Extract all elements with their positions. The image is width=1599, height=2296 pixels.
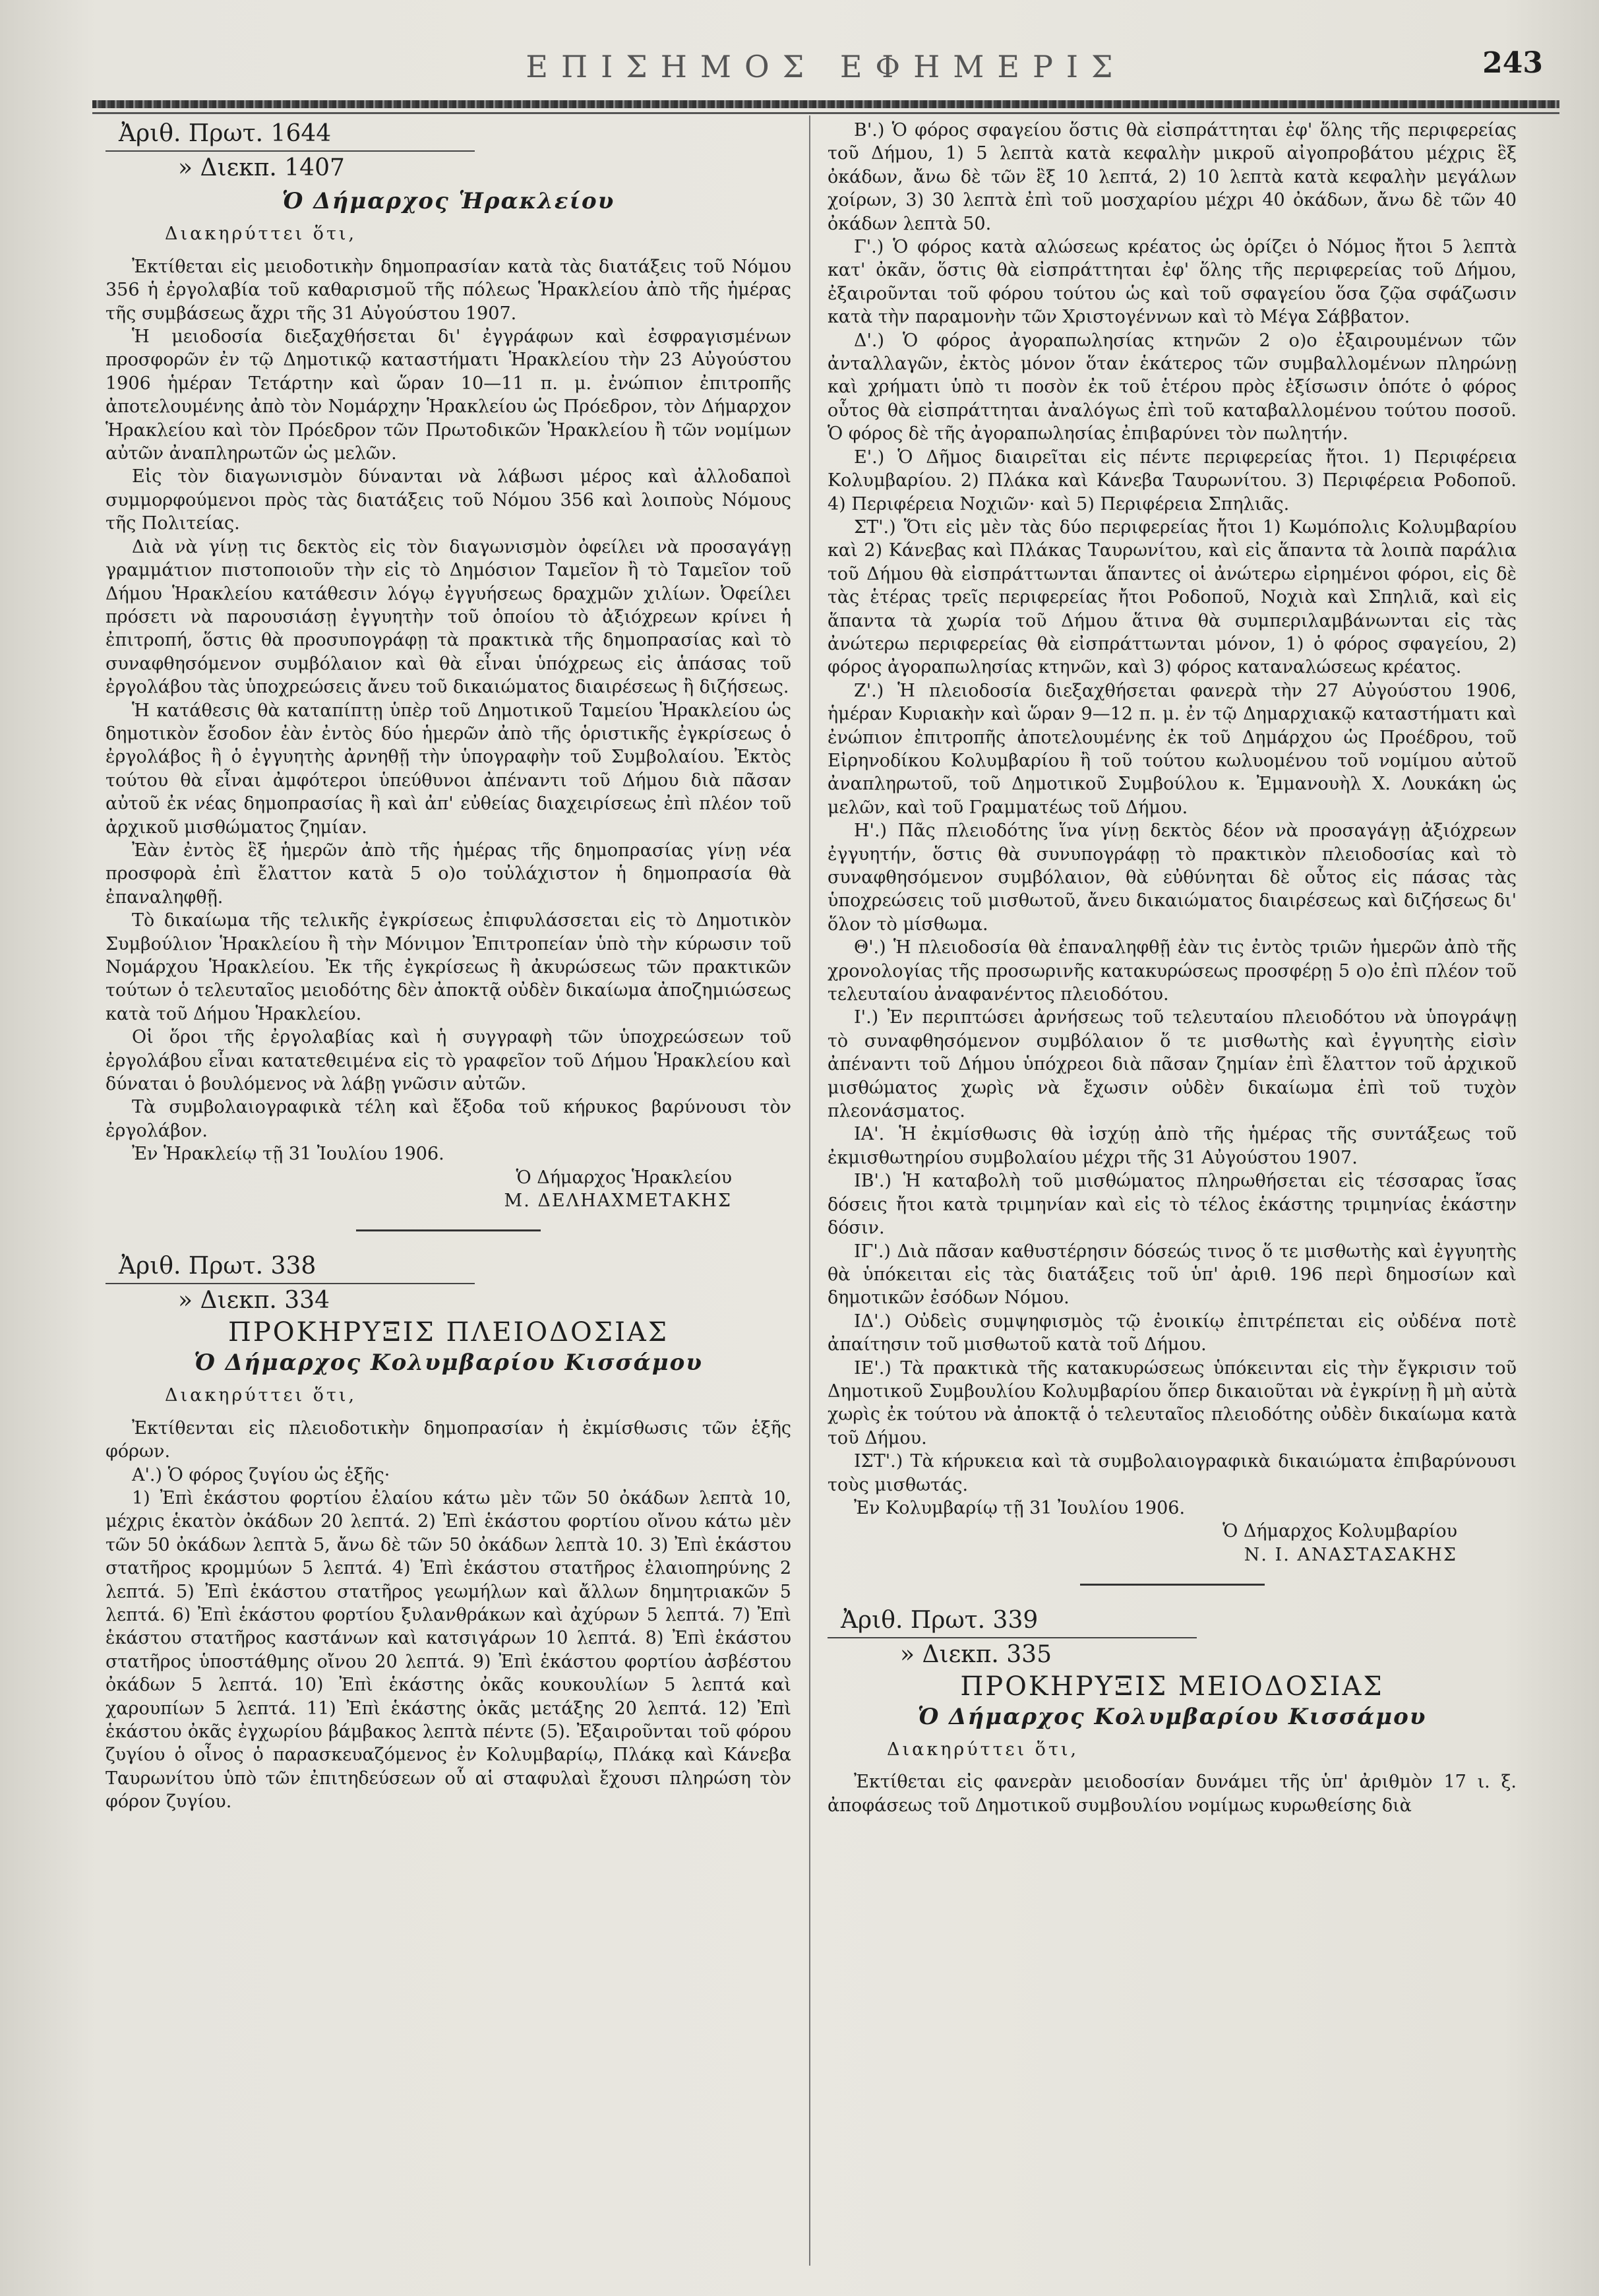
paragraph: Ε'.) Ὁ Δῆμος διαιρεῖται εἰς πέντε περιφερείας ἤτοι. 1) Περιφέρεια Κολυμβαρίου. 2) Πλάκα καὶ Κάνεβα Ταυρωνίτου. 3) Περιφέρεια Ροδοποῦ. 4) Περιφέρεια Νοχιῶν· καὶ 5) Περιφέρεια Σπηλιᾶς.: [828, 447, 1517, 514]
signatory-name: Μ. ΔΕΛΗΑΧΜΕΤΑΚΗΣ: [504, 1191, 732, 1212]
paragraph: ΣΤ'.) Ὅτι εἰς μὲν τὰς δύο περιφερείας ἤτοι 1) Κωμόπολις Κολυμβαρίου καὶ 2) Κάνεβας καὶ Πλάκας Ταυρωνίτου, καὶ εἰς ἅπαντα τὰ λοιπὰ παράλια τοῦ Δήμου θὰ εἰσπράττωνται ἅπαντες οἱ ἀνώτερω εἰρημένοι φόροι, εἰς δὲ τὰς ἑτέρας τρεῖς περιφερείας ἤτοι Ροδοποῦ, Νοχιὰ καὶ Σπηλιᾶ, καὶ εἰς ἅπαντα τὰ χωρία τοῦ Δήμου ἅτινα θὰ συμπεριλαμβάνωνται εἰς τὰς ἀνώτερω περιφερείας θὰ εἰσπράττωνται μόνον, 1) ὁ φόρος σφαγείου, 2) φόρος ἀγοραπωλησίας κτηνῶν, καὶ 3) φόρος καταναλώσεως κρέατος.: [828, 516, 1517, 678]
notice-heading: Ὁ Δήμαρχος Κολυμβαρίου Κισσάμου: [917, 1703, 1427, 1730]
masthead-rule: [92, 112, 1559, 114]
paragraph: Δ'.) Ὁ φόρος ἀγοραπωλησίας κτηνῶν 2 ο)ο ἐξαιρουμένων τῶν ἀνταλλαγῶν, ἐκτὸς μόνον ὅταν ἑκάτερος τῶν συμβαλλομένων πληρώνῃ καὶ χρήματι ὑπὸ τι ποσὸν ἐκ τοῦ ἑτέρου πρὸς ἐξίσωσιν ὁπότε ὁ φόρος οὗτος θὰ εἰσπράττηται ἀναλόγως ἐπὶ τοῦ καταβαλλομένου τούτου ποσοῦ. Ὁ φόρος δὲ τῆς ἀγοραπωλησίας ἐπιβαρύνει τὸν πωλητήν.: [828, 330, 1517, 445]
notice-kolymvari-auction: [106, 1251, 791, 1813]
paragraph: ΙΕ'.) Τὰ πρακτικὰ τῆς κατακυρώσεως ὑπόκεινται εἰς τὴν ἔγκρισιν τοῦ Δημοτικοῦ Συμβουλίου Κολυμβαρίου ὅπερ δικαιοῦται νὰ ἐγκρίνῃ ἢ μὴ αὐτὰ χωρὶς ἐκ τούτου νὰ ἀποκτᾷ ὁ τελευταῖος πλειοδότης οὐδὲν δικαίωμα κατὰ τοῦ Δήμου.: [828, 1357, 1517, 1448]
notice-kolymvari-tender: [828, 1605, 1517, 1817]
notice-kolymvari-auction-continued: [828, 119, 1517, 1567]
masthead-ornamental-rule: [92, 100, 1559, 108]
date-line: Ἐν Ἡρακλείῳ τῇ 31 Ἰουλίου 1906.: [132, 1144, 444, 1165]
paragraph: Ἐκτίθενται εἰς πλειοδοτικὴν δημοπρασίαν ἡ ἐκμίσθωσις τῶν ἑξῆς φόρων.: [106, 1417, 791, 1462]
right-column: [828, 119, 1517, 1817]
notice-separator: [356, 1229, 541, 1231]
protocol-number: Ἀριθ. Πρωτ. 338: [119, 1253, 317, 1280]
notice-separator: [1080, 1584, 1265, 1586]
paragraph: Γ'.) Ὁ φόρος κατὰ αλώσεως κρέατος ὡς ὁρίζει ὁ Νόμος ἤτοι 5 λεπτὰ κατ' ὀκᾶν, ὅστις θὰ εἰσπράττηται ἐφ' ὅλης τῆς περιφερείας τοῦ Δήμου, ἐξαιροῦνται τοῦ φόρου τούτου ὡς καὶ τοῦ σφαγείου ὅσα ζῷα σφάζωσιν κατὰ τὴν παραμονὴν τῶν Χριστογέννων καὶ τὸ Μέγα Σάββατον.: [828, 237, 1517, 328]
paragraph: ΙΣΤ'.) Τὰ κήρυκεια καὶ τὰ συμβολαιογραφικὰ δικαιώματα ἐπιβαρύνουσι τοὺς μισθωτάς.: [828, 1451, 1517, 1495]
signatory-title: Ὁ Δήμαρχος Ἡρακλείου: [516, 1167, 732, 1188]
paragraph: ΙΒ'.) Ἡ καταβολὴ τοῦ μισθώματος πληρωθήσεται εἰς τέσσαρας ἴσας δόσεις ἤτοι κατὰ τριμηνίαν καὶ εἰς τὸ τέλος ἑκάστης τριμηνίας ἑκάστην δόσιν.: [828, 1171, 1517, 1239]
reference-rule: [106, 1283, 475, 1284]
signatory-title: Ὁ Δήμαρχος Κολυμβαρίου: [1222, 1521, 1457, 1542]
paragraph: Ἐκτίθεται εἰς μειοδοτικὴν δημοπρασίαν κατὰ τὰς διατάξεις τοῦ Νόμου 356 ἡ ἐργολαβία τοῦ καθαρισμοῦ τῆς πόλεως Ἡρακλείου ἀπὸ τῆς ἡμέρας τῆς συμβάσεως ἄχρι τῆς 31 Αὐγούστου 1907.: [106, 256, 791, 324]
paragraph: Οἱ ὅροι τῆς ἐργολαβίας καὶ ἡ συγγραφὴ τῶν ὑποχρεώσεων τοῦ ἐργολάβου εἶναι κατατεθειμένα εἰς τὸ γραφεῖον τοῦ Δήμου Ἡρακλείου καὶ δύναται ὁ βουλόμενος νὰ λάβῃ γνῶσιν αὐτῶν.: [106, 1027, 791, 1095]
protocol-number: Ἀριθ. Πρωτ. 339: [841, 1607, 1039, 1634]
paragraph: 1) Ἐπὶ ἑκάστου φορτίου ἐλαίου κάτω μὲν τῶν 50 ὀκάδων λεπτὰ 10, μέχρις ἑκατὸν ὀκάδων 20 λεπτά. 2) Ἐπὶ ἑκάστου φορτίου οἴνου κάτω μὲν τῶν 50 ὀκάδων λεπτὰ 5, ἄνω δὲ τῶν 50 ὀκάδων λεπτὰ 10. 3) Ἐπὶ ἑκάστου στατῆρος κρομμύων 5 λεπτά. 4) Ἐπὶ ἑκάστου στατῆρος ἐλαιοπηρύνης 2 λεπτά. 5) Ἐπὶ ἑκάστου στατῆρος γεωμήλων καὶ ἄλλων δημητριακῶν 5 λεπτά. 6) Ἐπὶ ἑκάστου φορτίου ξυλανθράκων καὶ ἀχύρων 5 λεπτά. 7) Ἐπὶ ἑκάστου στατῆρος καστάνων καὶ κατσιγάρων 10 λεπτά. 8) Ἐπὶ ἑκάστου στατῆρος ὑποστάθμης οἴνου 20 λεπτά. 9) Ἐπὶ ἑκάστου φορτίου ἀσβέστου ὀκάδων 5 λεπτά. 10) Ἐπὶ ἑκάστης ὀκᾶς κουκουλίων 5 λεπτά καὶ χαρουπίων 5 λεπτά. 11) Ἐπὶ ἑκάστης ὀκᾶς μετάξης 20 λεπτά. 12) Ἐπὶ ἑκάστου ὀκᾶς ἐγχωρίου βάμβακος λεπτὰ πέντε (5). Ἐξαιροῦνται τοῦ φόρου ζυγίου ὁ οἶνος ὁ παρασκευαζόμενος ἐν Κολυμβαρίῳ, Πλάκᾳ καὶ Κάνεβα Ταυρωνίτου ὑπὸ τῶν ἐπιτηδεύσεων οὗ αἱ σταφυλαὶ ἔχουσι πληρώση τὸν φόρον ζυγίου.: [106, 1487, 791, 1813]
paragraph: Ζ'.) Ἡ πλειοδοσία διεξαχθήσεται φανερὰ τὴν 27 Αὐγούστου 1906, ἡμέραν Κυριακὴν καὶ ὥραν 9—12 π. μ. ἐν τῷ Δημαρχιακῷ καταστήματι καὶ ἐνώπιον ἐπιτροπῆς ἀποτελουμένης ἐκ τοῦ Δημάρχου ὡς Προέδρου, τοῦ Εἰρηνοδίκου Κολυμβαρίου ἢ τοῦ τούτου κωλυομένου τοῦ νομίμου αὐτοῦ ἀναπληρωτοῦ, τοῦ Δημοτικοῦ Συμβούλου κ. Ἐμμανουὴλ Χ. Λουκάκη ὡς μελῶν, καὶ τοῦ Γραμματέως τοῦ Δήμου.: [828, 680, 1517, 818]
declaration: Διακηρύττει ὅτι,: [165, 224, 357, 245]
notice-heading: Ὁ Δήμαρχος Κολυμβαρίου Κισσάμου: [194, 1349, 703, 1376]
dispatch-number: » Διεκπ. 334: [178, 1287, 330, 1315]
paragraph: Ἡ κατάθεσις θὰ καταπίπτῃ ὑπὲρ τοῦ Δημοτικοῦ Ταμείου Ἡρακλείου ὡς δημοτικὸν ἔσοδον ἐὰν ἐντὸς δύο ἡμερῶν ἀπὸ τῆς ὁριστικῆς ἐγκρίσεως ὁ ἐργολάβος ἢ ὁ ἐγγυητὴς ἀρνηθῇ τὴν ὑπογραφὴν τοῦ Συμβολαίου. Ἐκτὸς τούτου θὰ εἶναι ἀμφότεροι ὑπεύθυνοι ἀπέναντι τοῦ Δήμου διὰ πᾶσαν αὐτοῦ ἐκ νέας δημοπρασίας ἢ καὶ ἀπ' εὐθείας διαχειρίσεως ἐπὶ πλέον τοῦ ἀρχικοῦ μισθώματος ζημίαν.: [106, 700, 791, 838]
protocol-number: Ἀριθ. Πρωτ. 1644: [119, 120, 332, 147]
declaration: Διακηρύττει ὅτι,: [165, 1385, 357, 1406]
date-line: Ἐν Κολυμβαρίῳ τῇ 31 Ἰουλίου 1906.: [854, 1497, 1186, 1518]
paragraph: Ἡ μειοδοσία διεξαχθήσεται δι' ἐγγράφων καὶ ἐσφραγισμένων προσφορῶν ἐν τῷ Δημοτικῷ καταστήματι Ἡρακλείου τὴν 23 Αὐγούστου 1906 ἡμέραν Τετάρτην καὶ ὥραν 10—11 π. μ. ἐνώπιον ἐπιτροπῆς ἀποτελουμένης ἀπὸ τὸν Νομάρχην Ἡρακλείου ὡς Πρόεδρον, τὸν Δήμαρχον Ἡρακλείου καὶ τὸν Πρόεδρον τῶν Πρωτοδικῶν Ἡρακλείου ἢ τῶν νομίμων αὐτῶν ἀναπληρωτῶν ὡς μελῶν.: [106, 326, 791, 464]
paragraph: Τὰ συμβολαιογραφικὰ τέλη καὶ ἔξοδα τοῦ κήρυκος βαρύνουσι τὸν ἐργολάβον.: [106, 1097, 791, 1141]
section-a-title: Α'.) Ὁ φόρος ζυγίου ὡς ἑξῆς·: [132, 1464, 390, 1485]
declaration: Διακηρύττει ὅτι,: [887, 1739, 1079, 1760]
notice-caption: ΠΡΟΚΗΡΥΞΙΣ ΠΛΕΙΟΔΟΣΙΑΣ: [227, 1317, 669, 1348]
paragraph: Β'.) Ὁ φόρος σφαγείου ὅστις θὰ εἰσπράττηται ἐφ' ὅλης τῆς περιφερείας τοῦ Δήμου, 1) 5 λεπτὰ κατὰ κεφαλὴν μικροῦ αἰγοπροβάτου μέχρις ἓξ ὀκάδων, ἄνω δὲ τῶν ἓξ 10 λεπτά, 2) 10 λεπτὰ κατὰ κεφαλὴν μεγάλων χοίρων, 3) 30 λεπτὰ ἐπὶ τοῦ μοσχαρίου μέχρι 40 ὀκάδων, ἄνω δὲ τῶν 40 ὀκάδων λεπτὰ 50.: [828, 120, 1517, 234]
paragraph: Ι'.) Ἐν περιπτώσει ἀρνήσεως τοῦ τελευταίου πλειοδότου νὰ ὑπογράψῃ τὸ συναφθησόμενον συμβόλαιον ὅ τε μισθωτὴς καὶ ἐγγυητὴς εἰσὶν ἀπέναντι τοῦ Δήμου ὑπόχρεοι διὰ πᾶσαν ζημίαν ἐπὶ ἔλαττον τοῦ ἀρχικοῦ μισθώματος χωρὶς νὰ ἔχωσιν οὐδὲν δικαίωμα ἐπὶ τοῦ τυχὸν πλεονάσματος.: [828, 1007, 1517, 1122]
reference-rule: [828, 1637, 1197, 1638]
column-divider: [809, 115, 810, 2266]
paragraph: Ἐὰν ἐντὸς ἓξ ἡμερῶν ἀπὸ τῆς ἡμέρας τῆς δημοπρασίας γίνῃ νέα προσφορὰ ἐπὶ ἔλαττον κατὰ 5 ο)ο τοὐλάχιστον ἡ δημοπρασία θὰ ἐπαναληφθῇ.: [106, 840, 791, 908]
paragraph: Τὸ δικαίωμα τῆς τελικῆς ἐγκρίσεως ἐπιφυλάσσεται εἰς τὸ Δημοτικὸν Συμβούλιον Ἡρακλείου ἢ τὴν Μόνιμον Ἐπιτροπείαν ὑπὸ τὴν κύρωσιν τοῦ Νομάρχου Ἡρακλείου. Ἐκ τῆς ἐγκρίσεως ἢ ἀκυρώσεως τῶν πρακτικῶν τούτων ὁ τελευταῖος μειοδότης δὲν ἀποκτᾷ οὐδὲν δικαίωμα ἀποζημιώσεως κατὰ τοῦ Δήμου Ἡρακλείου.: [106, 910, 791, 1024]
notice-heading: Ὁ Δήμαρχος Ἡρακλείου: [282, 188, 615, 214]
dispatch-number: » Διεκπ. 1407: [178, 154, 345, 181]
notice-heraklion: [106, 119, 791, 1212]
reference-rule: [106, 150, 475, 152]
paragraph: Θ'.) Ἡ πλειοδοσία θὰ ἐπαναληφθῇ ἐὰν τις ἐντὸς τριῶν ἡμερῶν ἀπὸ τῆς χρονολογίας τῆς προσωρινῆς κατακυρώσεως προσφέρῃ 5 ο)ο ἐπὶ πλέον τοῦ τελευταίου ἀναφανέντος πλειοδότου.: [828, 937, 1517, 1005]
signatory-name: Ν. Ι. ΑΝΑΣΤΑΣΑΚΗΣ: [1244, 1544, 1457, 1565]
dispatch-number: » Διεκπ. 335: [900, 1641, 1052, 1669]
paragraph: Ἐκτίθεται εἰς φανερὰν μειοδοσίαν δυνάμει τῆς ὑπ' ἀριθμὸν 17 ι. ξ. ἀποφάσεως τοῦ Δημοτικοῦ συμβουλίου νομίμως κυρωθείσης διὰ: [828, 1772, 1517, 1816]
paragraph: ΙΔ'.) Οὐδεὶς συμψηφισμὸς τῷ ἐνοικίῳ ἐπιτρέπεται εἰς οὐδένα ποτὲ ἀπαίτησιν τοῦ μισθωτοῦ κατὰ τοῦ Δήμου.: [828, 1311, 1517, 1355]
paragraph: Διὰ νὰ γίνῃ τις δεκτὸς εἰς τὸν διαγωνισμὸν ὀφείλει νὰ προσαγάγῃ γραμμάτιον πιστοποιοῦν τὴν εἰς τὸ Δημόσιον Ταμεῖον ἢ τὸ Ταμεῖον τοῦ Δήμου Ἡρακλείου κατάθεσιν λόγῳ ἐγγυήσεως δραχμῶν χιλίων. Ὀφείλει πρόσετι νὰ παρουσιάσῃ ἐγγυητὴν τοῦ ὁποίου τὸ ἀξιόχρεων κρίνει ἡ ἐπιτροπή, ὅστις θὰ προσυπογράφῃ τὰ πρακτικὰ τῆς δημοπρασίας καὶ τὸ συναφθησόμενον συμβόλαιον καὶ θὰ εἶναι ὑπόχρεως εἰς ἁπάσας τοῦ ἐργολάβου τὰς ὑποχρεώσεις ἄνευ τοῦ δικαιώματος διαιρέσεως ἢ διζήσεως.: [106, 536, 791, 698]
paragraph: Εἰς τὸν διαγωνισμὸν δύνανται νὰ λάβωσι μέρος καὶ ἀλλοδαποὶ συμμορφούμενοι πρὸς τὰς διατάξεις τοῦ Νόμου 356 καὶ λοιποὺς Νόμους τῆς Πολιτείας.: [106, 466, 791, 534]
page-number: 243: [1482, 46, 1543, 80]
gazette-title: ΕΠΙΣΗΜΟΣ ΕΦΗΜΕΡΙΣ: [526, 49, 1126, 84]
paragraph: ΙΓ'.) Διὰ πᾶσαν καθυστέρησιν δόσεώς τινος ὅ τε μισθωτὴς καὶ ἐγγυητὴς θὰ ὑπόκειται εἰς τὰς διατάξεις τοῦ ὑπ' ἀριθ. 196 περὶ δημοσίων καὶ δημοτικῶν ἐσόδων Νόμου.: [828, 1241, 1517, 1309]
masthead: [92, 46, 1559, 99]
notice-caption: ΠΡΟΚΗΡΥΞΙΣ ΜΕΙΟΔΟΣΙΑΣ: [960, 1671, 1384, 1702]
paragraph: Η'.) Πᾶς πλειοδότης ἵνα γίνῃ δεκτὸς δέον νὰ προσαγάγῃ ἀξιόχρεων ἐγγυητήν, ὅστις θὰ συνυπογράφῃ τὸ πρακτικὸν πλειοδοσίας καὶ τὸ συναφθησόμενον συμβόλαιον, θὰ εὐθύνηται δὲ οὗτος εἰς πάσας τὰς ὑποχρεώσεις τοῦ μισθωτοῦ, ἄνευ δικαιώματος διαιρέσεως καὶ διζήσεως δι' ὅλον τὸ μίσθωμα.: [828, 821, 1517, 935]
paragraph: ΙΑ'. Ἡ ἐκμίσθωσις θὰ ἰσχύῃ ἀπὸ τῆς ἡμέρας τῆς συντάξεως τοῦ ἐκμισθωτηρίου συμβολαίου μέχρι τῆς 31 Αὐγούστου 1907.: [828, 1124, 1517, 1168]
left-column: [106, 119, 791, 1814]
